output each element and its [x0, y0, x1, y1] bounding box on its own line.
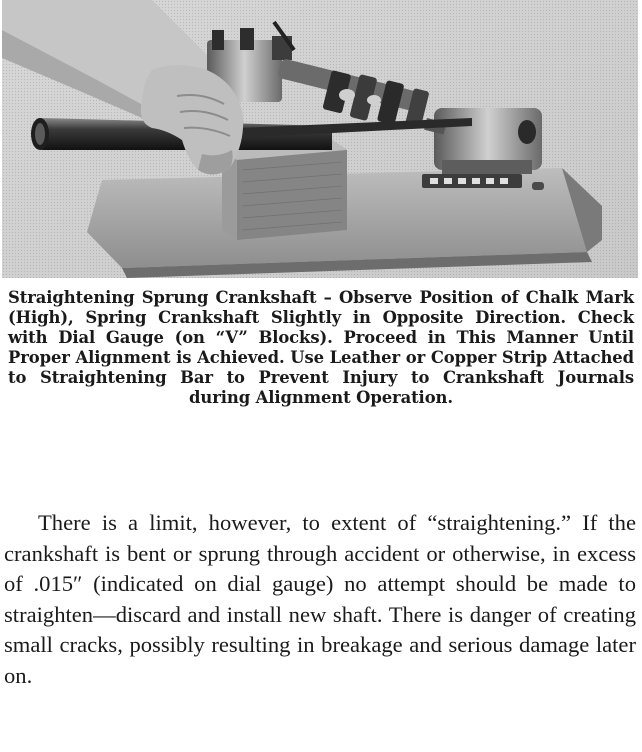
- crankshaft-straightening-photo: [2, 0, 638, 278]
- figure-caption: Straightening Sprung Crankshaft – Observe Position of Chalk Mark (High), Spring Crankshaft Slightly in Opposite Direction. Check with Dial Gauge (on “V” Blocks). Proceed in This Manner Until Proper Alignment is Achieved. Use Leather or Copper Strip Attached to Straightening Bar to Prevent Injury to Crankshaft Journals during Alignment Operation.: [8, 288, 634, 407]
- body-paragraph: There is a limit, however, to extent of “straightening.” If the crankshaft is bent or sprung through accident or otherwise, in excess of .015″ (indicated on dial gauge) no attempt should be made to straighten—discard and install new shaft. There is danger of creating small cracks, possibly resulting in breakage and serious damage later on.: [4, 510, 636, 688]
